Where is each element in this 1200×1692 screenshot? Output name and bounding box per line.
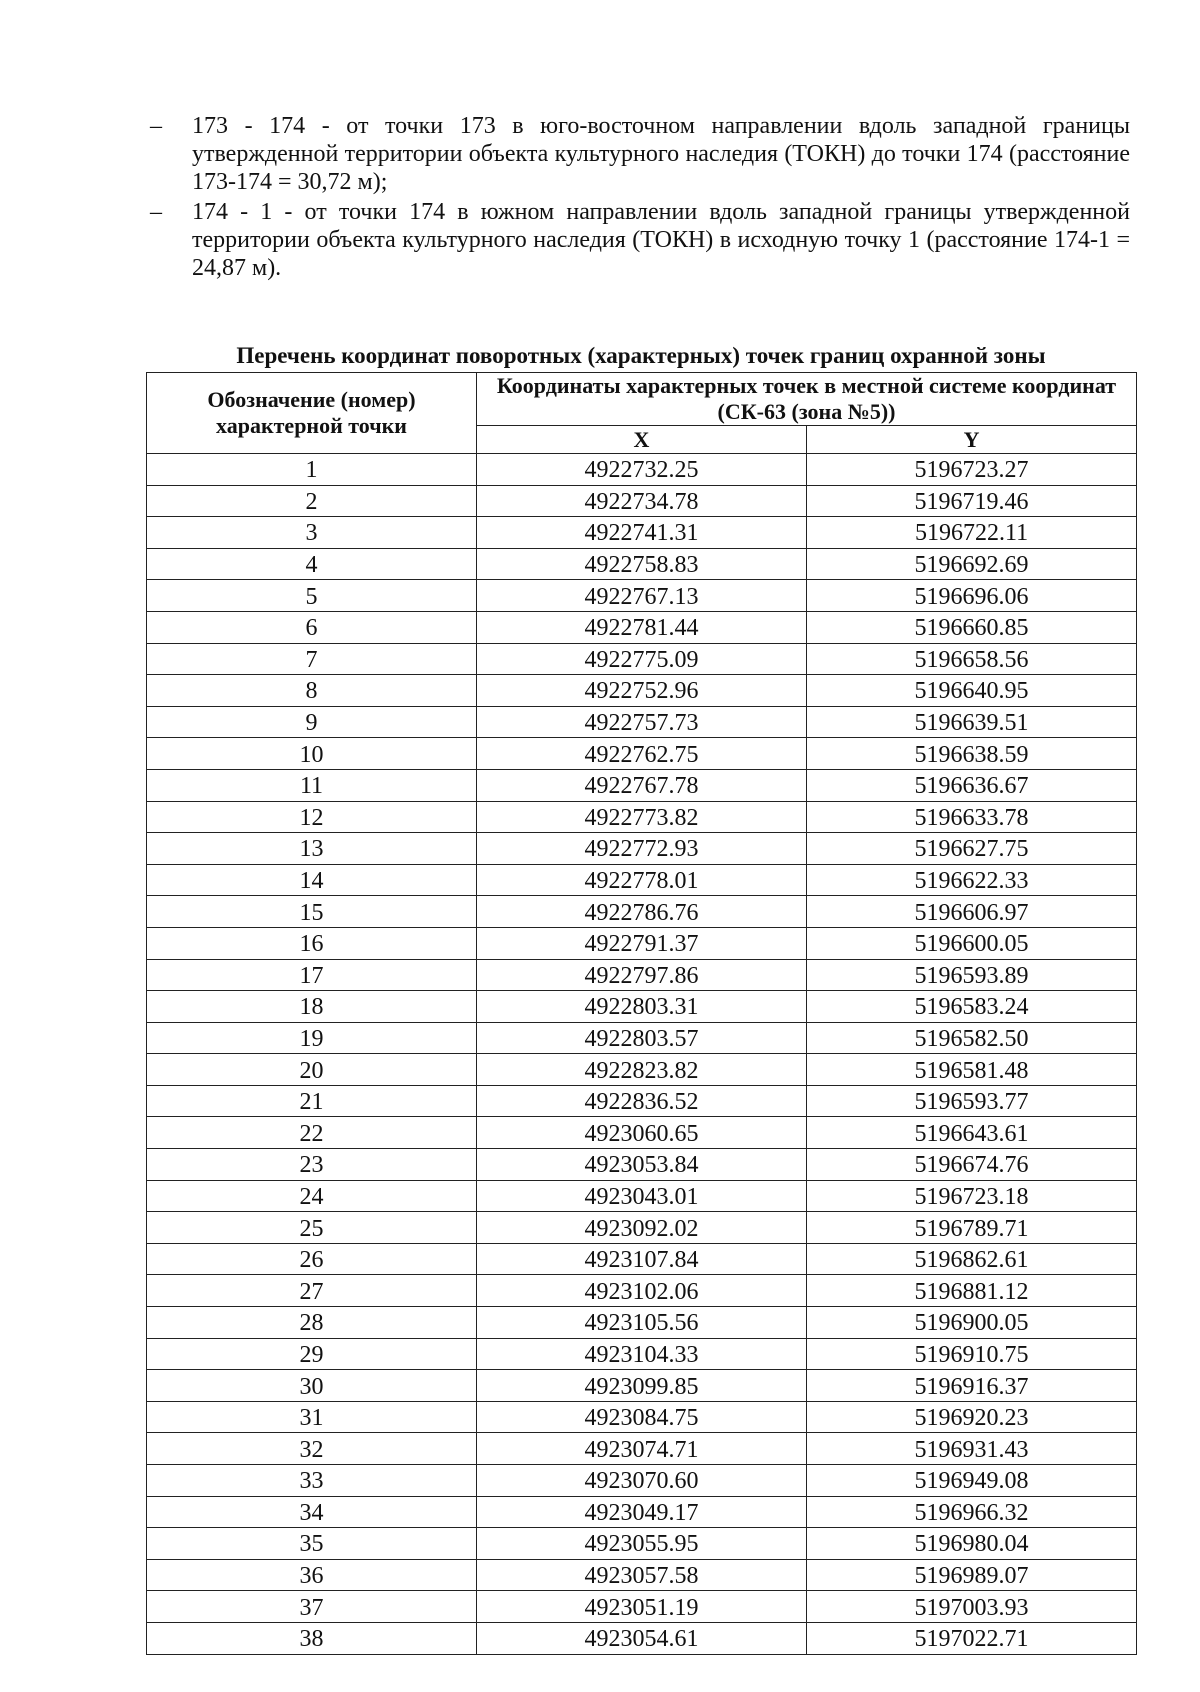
y-coordinate-cell: 5196636.67 (807, 769, 1137, 801)
x-coordinate-cell: 4922772.93 (477, 833, 807, 865)
point-number-cell: 36 (147, 1559, 477, 1591)
point-number-cell: 18 (147, 991, 477, 1023)
point-number-cell: 2 (147, 485, 477, 517)
point-number-cell: 23 (147, 1149, 477, 1181)
table-row (147, 706, 1137, 738)
x-coordinate-cell: 4923070.60 (477, 1465, 807, 1497)
x-coordinate-cell: 4923057.58 (477, 1559, 807, 1591)
boundary-segment-text: 174 - 1 - от точки 174 в южном направлении вдоль западной границы утвержденной территории объекта культурного наследия (ТОКН) в исходную точку 1 (расстояние 174-1 = 24,87 м). (192, 199, 1130, 281)
point-number-cell: 21 (147, 1085, 477, 1117)
y-coordinate-cell: 5196900.05 (807, 1307, 1137, 1339)
point-number-cell: 6 (147, 611, 477, 643)
point-number-cell: 8 (147, 675, 477, 707)
point-number-cell: 31 (147, 1401, 477, 1433)
boundary-segment-text: 173 - 174 - от точки 173 в юго-восточном направлении вдоль западной границы утвержденной территории объекта культурного наследия (ТОКН) до точки 174 (расстояние 173-174 = 30,72 м); (192, 113, 1130, 195)
header-y: Y (807, 426, 1137, 454)
point-number-cell: 30 (147, 1370, 477, 1402)
table-row (147, 1243, 1137, 1275)
x-coordinate-cell: 4922773.82 (477, 801, 807, 833)
y-coordinate-cell: 5196692.69 (807, 548, 1137, 580)
y-coordinate-cell: 5196593.89 (807, 959, 1137, 991)
point-number-cell: 5 (147, 580, 477, 612)
y-coordinate-cell: 5196643.61 (807, 1117, 1137, 1149)
x-coordinate-cell: 4922732.25 (477, 454, 807, 486)
x-coordinate-cell: 4923051.19 (477, 1591, 807, 1623)
point-number-cell: 29 (147, 1338, 477, 1370)
bullet-dash: – (150, 199, 162, 225)
boundary-segment-item (150, 198, 1130, 282)
y-coordinate-cell: 5196600.05 (807, 927, 1137, 959)
table-row (147, 1022, 1137, 1054)
table-row (147, 927, 1137, 959)
point-number-cell: 10 (147, 738, 477, 770)
table-row (147, 1496, 1137, 1528)
table-row (147, 1370, 1137, 1402)
x-coordinate-cell: 4922762.75 (477, 738, 807, 770)
point-number-cell: 27 (147, 1275, 477, 1307)
point-number-cell: 13 (147, 833, 477, 865)
table-row (147, 1433, 1137, 1465)
x-coordinate-cell: 4922803.31 (477, 991, 807, 1023)
point-number-cell: 32 (147, 1433, 477, 1465)
x-coordinate-cell: 4923054.61 (477, 1622, 807, 1654)
y-coordinate-cell: 5196696.06 (807, 580, 1137, 612)
bullet-dash: – (150, 113, 162, 139)
x-coordinate-cell: 4923107.84 (477, 1243, 807, 1275)
point-number-cell: 34 (147, 1496, 477, 1528)
table-row (147, 1528, 1137, 1560)
table-row (147, 611, 1137, 643)
y-coordinate-cell: 5196583.24 (807, 991, 1137, 1023)
y-coordinate-cell: 5196920.23 (807, 1401, 1137, 1433)
table-row (147, 769, 1137, 801)
point-number-cell: 37 (147, 1591, 477, 1623)
point-number-cell: 15 (147, 896, 477, 928)
y-coordinate-cell: 5196633.78 (807, 801, 1137, 833)
x-coordinate-cell: 4922823.82 (477, 1054, 807, 1086)
table-row (147, 864, 1137, 896)
y-coordinate-cell: 5196674.76 (807, 1149, 1137, 1181)
boundary-segment-item (150, 112, 1130, 196)
boundary-description-list (150, 112, 1130, 284)
y-coordinate-cell: 5196719.46 (807, 485, 1137, 517)
x-coordinate-cell: 4923104.33 (477, 1338, 807, 1370)
y-coordinate-cell: 5196980.04 (807, 1528, 1137, 1560)
x-coordinate-cell: 4922836.52 (477, 1085, 807, 1117)
point-number-cell: 38 (147, 1622, 477, 1654)
y-coordinate-cell: 5196966.32 (807, 1496, 1137, 1528)
point-number-cell: 9 (147, 706, 477, 738)
x-coordinate-cell: 4922775.09 (477, 643, 807, 675)
coordinates-table (146, 372, 1137, 1655)
y-coordinate-cell: 5196722.11 (807, 517, 1137, 549)
point-number-cell: 24 (147, 1180, 477, 1212)
point-number-cell: 33 (147, 1465, 477, 1497)
point-number-cell: 4 (147, 548, 477, 580)
point-number-cell: 14 (147, 864, 477, 896)
x-coordinate-cell: 4922778.01 (477, 864, 807, 896)
point-number-cell: 7 (147, 643, 477, 675)
x-coordinate-cell: 4923055.95 (477, 1528, 807, 1560)
x-coordinate-cell: 4923084.75 (477, 1401, 807, 1433)
x-coordinate-cell: 4922752.96 (477, 675, 807, 707)
x-coordinate-cell: 4922803.57 (477, 1022, 807, 1054)
y-coordinate-cell: 5196910.75 (807, 1338, 1137, 1370)
table-row (147, 1401, 1137, 1433)
table-row (147, 1054, 1137, 1086)
y-coordinate-cell: 5196606.97 (807, 896, 1137, 928)
header-coordinates: Координаты характерных точек в местной системе координат (СК-63 (зона №5)) (477, 373, 1137, 426)
x-coordinate-cell: 4923105.56 (477, 1307, 807, 1339)
table-row (147, 1117, 1137, 1149)
y-coordinate-cell: 5196640.95 (807, 675, 1137, 707)
y-coordinate-cell: 5197003.93 (807, 1591, 1137, 1623)
y-coordinate-cell: 5196660.85 (807, 611, 1137, 643)
table-row (147, 517, 1137, 549)
header-x: X (477, 426, 807, 454)
point-number-cell: 22 (147, 1117, 477, 1149)
y-coordinate-cell: 5196931.43 (807, 1433, 1137, 1465)
table-row (147, 1307, 1137, 1339)
table-row (147, 675, 1137, 707)
table-row (147, 1591, 1137, 1623)
point-number-cell: 20 (147, 1054, 477, 1086)
table-row (147, 1180, 1137, 1212)
point-number-cell: 1 (147, 454, 477, 486)
y-coordinate-cell: 5196639.51 (807, 706, 1137, 738)
x-coordinate-cell: 4923060.65 (477, 1117, 807, 1149)
x-coordinate-cell: 4923053.84 (477, 1149, 807, 1181)
y-coordinate-cell: 5196916.37 (807, 1370, 1137, 1402)
y-coordinate-cell: 5196862.61 (807, 1243, 1137, 1275)
x-coordinate-cell: 4922767.13 (477, 580, 807, 612)
table-row (147, 1465, 1137, 1497)
table-row (147, 1559, 1137, 1591)
y-coordinate-cell: 5196622.33 (807, 864, 1137, 896)
x-coordinate-cell: 4922791.37 (477, 927, 807, 959)
table-row (147, 801, 1137, 833)
x-coordinate-cell: 4922786.76 (477, 896, 807, 928)
y-coordinate-cell: 5196789.71 (807, 1212, 1137, 1244)
table-row (147, 1212, 1137, 1244)
y-coordinate-cell: 5196581.48 (807, 1054, 1137, 1086)
x-coordinate-cell: 4923099.85 (477, 1370, 807, 1402)
table-row (147, 959, 1137, 991)
y-coordinate-cell: 5196658.56 (807, 643, 1137, 675)
table-row (147, 833, 1137, 865)
header-point-number: Обозначение (номер) характерной точки (147, 373, 477, 454)
table-row (147, 896, 1137, 928)
table-row (147, 643, 1137, 675)
y-coordinate-cell: 5196723.18 (807, 1180, 1137, 1212)
x-coordinate-cell: 4923049.17 (477, 1496, 807, 1528)
point-number-cell: 12 (147, 801, 477, 833)
x-coordinate-cell: 4922797.86 (477, 959, 807, 991)
point-number-cell: 35 (147, 1528, 477, 1560)
point-number-cell: 11 (147, 769, 477, 801)
table-row (147, 485, 1137, 517)
x-coordinate-cell: 4923092.02 (477, 1212, 807, 1244)
table-row (147, 1622, 1137, 1654)
table-row (147, 454, 1137, 486)
x-coordinate-cell: 4923043.01 (477, 1180, 807, 1212)
x-coordinate-cell: 4923102.06 (477, 1275, 807, 1307)
table-header (147, 373, 1137, 454)
x-coordinate-cell: 4923074.71 (477, 1433, 807, 1465)
x-coordinate-cell: 4922781.44 (477, 611, 807, 643)
y-coordinate-cell: 5197022.71 (807, 1622, 1137, 1654)
point-number-cell: 3 (147, 517, 477, 549)
y-coordinate-cell: 5196723.27 (807, 454, 1137, 486)
table-row (147, 1275, 1137, 1307)
y-coordinate-cell: 5196949.08 (807, 1465, 1137, 1497)
y-coordinate-cell: 5196593.77 (807, 1085, 1137, 1117)
x-coordinate-cell: 4922757.73 (477, 706, 807, 738)
table-row (147, 738, 1137, 770)
point-number-cell: 19 (147, 1022, 477, 1054)
point-number-cell: 25 (147, 1212, 477, 1244)
point-number-cell: 26 (147, 1243, 477, 1275)
table-row (147, 580, 1137, 612)
table-row (147, 548, 1137, 580)
y-coordinate-cell: 5196638.59 (807, 738, 1137, 770)
table-body (147, 454, 1137, 1655)
table-row (147, 1085, 1137, 1117)
table-row (147, 1149, 1137, 1181)
point-number-cell: 17 (147, 959, 477, 991)
x-coordinate-cell: 4922734.78 (477, 485, 807, 517)
x-coordinate-cell: 4922767.78 (477, 769, 807, 801)
y-coordinate-cell: 5196582.50 (807, 1022, 1137, 1054)
point-number-cell: 28 (147, 1307, 477, 1339)
y-coordinate-cell: 5196989.07 (807, 1559, 1137, 1591)
x-coordinate-cell: 4922758.83 (477, 548, 807, 580)
table-title: Перечень координат поворотных (характерных) точек границ охранной зоны (236, 343, 1046, 368)
point-number-cell: 16 (147, 927, 477, 959)
y-coordinate-cell: 5196881.12 (807, 1275, 1137, 1307)
table-row (147, 991, 1137, 1023)
table-row (147, 1338, 1137, 1370)
x-coordinate-cell: 4922741.31 (477, 517, 807, 549)
y-coordinate-cell: 5196627.75 (807, 833, 1137, 865)
